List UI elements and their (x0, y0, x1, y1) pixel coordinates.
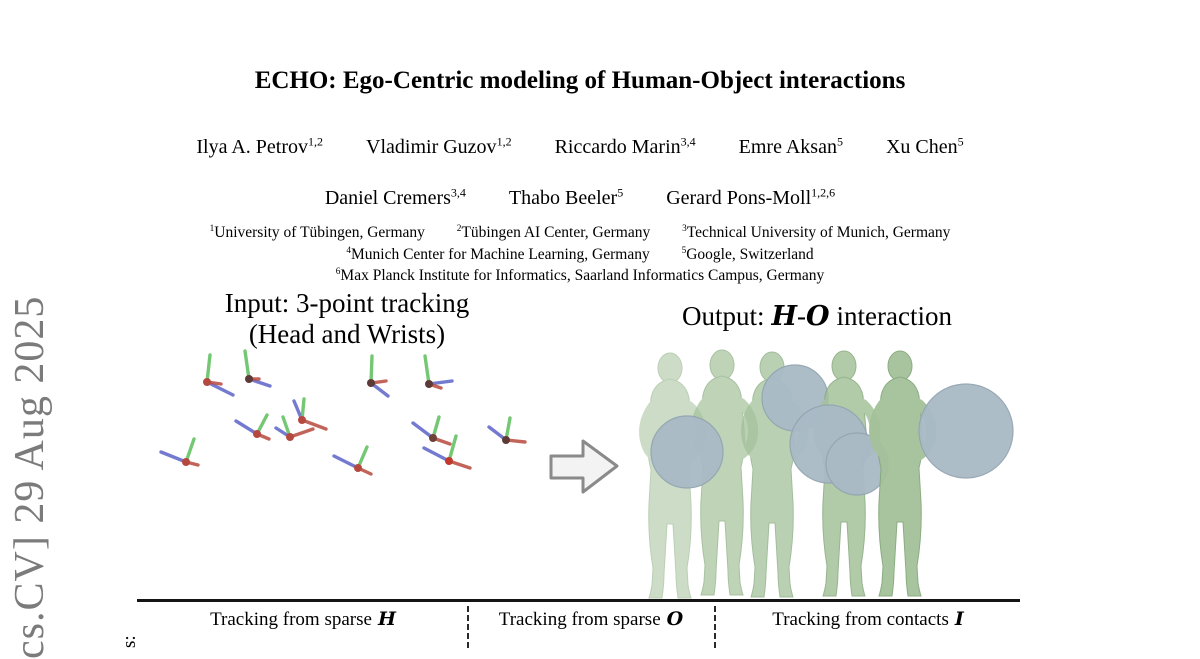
author-affil-sup: 3,4 (450, 185, 466, 200)
author-affil-sup: 5 (957, 134, 964, 149)
affil-text: Max Planck Institute for Informatics, Saarland Informatics Campus, Germany (340, 267, 825, 284)
column-header-sparse-h (140, 608, 466, 631)
axis-b-line (334, 456, 358, 468)
tracking-marker (334, 447, 371, 474)
output-label-prefix: Output: (681, 301, 765, 331)
column-separator (714, 606, 716, 648)
affil-sup: 4 (346, 245, 351, 256)
marker-origin-dot (425, 380, 433, 388)
author-name: Daniel Cremers (324, 187, 451, 209)
tracking-marker (413, 417, 450, 444)
affil-sup: 2 (456, 223, 462, 234)
column-header-text: Tracking from sparse (498, 609, 661, 630)
affil-sup: 5 (681, 245, 687, 256)
author-affil-sup: 5 (617, 185, 624, 200)
column-header-contacts-i (716, 608, 1020, 631)
affil-text: University of Tübingen, Germany (214, 224, 425, 241)
output-scene (644, 350, 1013, 598)
column-header-text: Tracking from contacts (772, 609, 949, 630)
axis-g-line (207, 355, 210, 382)
input-markers (161, 351, 525, 474)
author-affil-sup: 1,2 (496, 134, 512, 149)
rotated-side-label: s: (119, 635, 140, 648)
axis-b-line (161, 452, 186, 462)
tracking-marker (425, 356, 452, 388)
author-name: Emre Aksan (738, 136, 837, 158)
axis-b-line (424, 448, 449, 461)
affil-text: Tübingen AI Center, Germany (461, 224, 651, 241)
affil-sup: 3 (682, 223, 687, 234)
output-label-suffix: interaction (836, 301, 952, 331)
tracking-marker (161, 439, 198, 466)
dash: - (797, 301, 807, 331)
axis-g-line (245, 351, 249, 379)
author-name: Xu Chen (885, 136, 958, 158)
object-sphere (651, 416, 723, 488)
marker-origin-dot (203, 378, 211, 386)
author-affil-sup: 3,4 (680, 134, 696, 149)
input-label-line2: (Head and Wrists) (248, 319, 446, 349)
tracking-marker (367, 356, 388, 396)
input-label-line1: Input: 3-point tracking (224, 288, 470, 318)
tracking-marker (294, 399, 326, 429)
script-i-symbol: I (954, 608, 964, 630)
author-name: Ilya A. Petrov (196, 136, 309, 158)
paper-title: ECHO: Ego-Centric modeling of Human-Object interactions (254, 67, 906, 94)
table-top-rule (137, 599, 1020, 602)
marker-origin-dot (502, 436, 510, 444)
marker-origin-dot (182, 458, 190, 466)
author-name: Vladimir Guzov (366, 136, 497, 158)
marker-origin-dot (286, 433, 294, 441)
script-h-symbol: H (377, 608, 396, 630)
axis-g-line (425, 356, 429, 384)
author-affil-sup: 1,2,6 (811, 185, 836, 200)
column-header-sparse-o (468, 608, 714, 631)
marker-origin-dot (367, 379, 375, 387)
author-name: Thabo Beeler (508, 187, 618, 209)
marker-origin-dot (429, 434, 437, 442)
column-separator (467, 606, 469, 648)
arxiv-stamp: cs.CV] 29 Aug 2025 (7, 295, 53, 659)
human-mesh (874, 351, 931, 596)
marker-origin-dot (445, 457, 453, 465)
marker-origin-dot (298, 416, 306, 424)
author-affil-sup: 1,2 (308, 134, 324, 149)
script-h-symbol: H (771, 301, 798, 332)
column-header-text: Tracking from sparse (210, 609, 372, 630)
marker-origin-dot (245, 375, 253, 383)
script-o-symbol: O (806, 301, 830, 332)
tracking-marker (245, 351, 270, 386)
tracking-marker (489, 418, 525, 444)
axis-g-line (371, 356, 372, 383)
tracking-marker (203, 355, 233, 395)
author-name: Gerard Pons-Moll (666, 187, 812, 209)
affil-sup: 6 (335, 266, 341, 277)
affil-text: Munich Center for Machine Learning, Germany (351, 246, 650, 263)
affil-sup: 1 (209, 223, 215, 234)
arrow-right-icon (551, 441, 617, 492)
affil-text: Google, Switzerland (686, 246, 814, 263)
object-sphere (919, 384, 1013, 478)
marker-origin-dot (253, 430, 261, 438)
author-name: Riccardo Marin (554, 136, 681, 158)
script-o-symbol: O (666, 608, 684, 630)
tracking-marker (236, 415, 269, 439)
author-affil-sup: 5 (836, 134, 843, 149)
marker-origin-dot (354, 464, 362, 472)
affil-text: Technical University of Munich, Germany (686, 224, 951, 241)
